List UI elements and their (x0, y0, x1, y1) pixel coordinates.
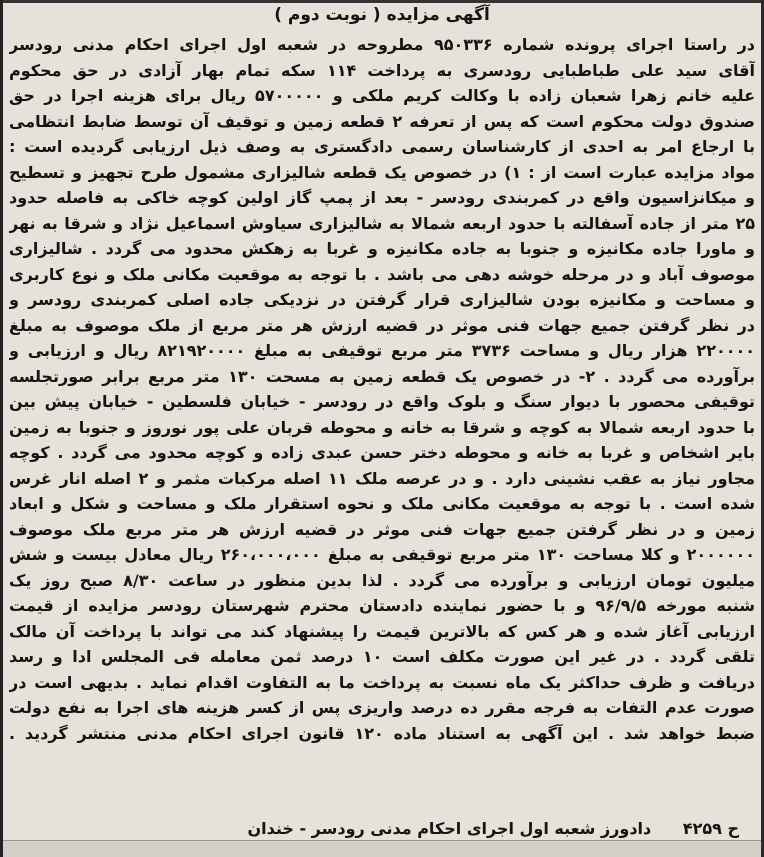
notice-line: با ارجاع امر به احدی از کارشناسان رسمی دادگستری به وصف ذیل ارزیابی گردیده است : (9, 137, 755, 156)
notice-line: مجاور نیاز به عقب نشینی دارد . و در عرصه ملک ۱۱ اصله مرکبات مثمر و ۲ اصله انار غرس (9, 468, 755, 488)
top-border-rule (3, 0, 761, 3)
notice-line: بایر اشخاص و غربا به خانه و محوطه دختر حسن عبدی زاده و کوچه محدود می گردد . کوچه (9, 443, 755, 462)
bottom-edge (3, 840, 761, 857)
notice-line: و مساحت و مکانیزه بودن شالیزاری قرار گرفتن در نزدیکی جاده اصلی کمربندی رودسر و (9, 290, 755, 309)
notice-line: و میکانزاسیون واقع در کمربندی رودسر - بعد از پمپ گاز اولین کوچه خاکی به فاصله حدود (9, 188, 755, 207)
notice-line: دریافت و ظرف حداکثر یک ماه نسبت به پرداخت ما به التفاوت اقدام نماید . بدیهی است در (9, 672, 755, 692)
notice-line: و ماورا جاده مکانیزه و جنوبا به جاده مکانیزه و غربا به زهکش محدود می گردد . شالیزاری (9, 239, 755, 258)
notice-line: علیه خانم زهرا شعبان زاده با وکالت کریم ملکی و ۵۷۰۰۰۰۰ ریال برای هزینه اجرا در حق (9, 86, 755, 105)
notice-line: ۲۰۰۰۰۰۰ و کلا مساحت ۱۳۰ متر مربع توقیفی به مبلغ ۲۶۰،۰۰۰،۰۰۰ ریال معادل بیست و شش (9, 545, 755, 564)
notice-line: در راستا اجرای پرونده شماره ۹۵۰۳۳۶ مطروحه در شعبه اول اجرای احکام مدنی رودسر (9, 35, 755, 54)
notice-line: میلیون تومان ارزیابی و برآورده می گردد . لذا بدین منظور در ساعت ۸/۳۰ صبح روز یک (9, 570, 755, 590)
notice-line: صندوق دولت محکوم است که پس از تعرفه ۲ قطعه زمین و توقیف آن توسط ضابط انتظامی (9, 111, 755, 131)
notice-line: در نظر گرفتن جمیع جهات فنی موثر در قضیه ارزش هر متر مربع از ملک موصوف به مبلغ (9, 315, 755, 335)
notice-line: ارزیابی آغاز شده و هر کس که بالاترین قیمت را پیشنهاد کند می تواند با پرداخت آن مالک (9, 621, 755, 641)
notice-code: ح ۴۲۵۹ (682, 819, 739, 838)
notice-line: زمین و در نظر گرفتن جمیع جهات فنی موثر در قضیه ارزش هر متر مربع ملک موصوف (9, 519, 755, 539)
signature-text: دادورز شعبه اول اجرای احکام مدنی رودسر - خندان (247, 819, 652, 838)
notice-line: موصوف آباد و در مرحله خوشه دهی می باشد . با توجه به موقعیت مکانی ملک و نوع کاربری (9, 264, 755, 284)
notice-line: آقای سید علی طباطبایی رودسری به پرداخت ۱۱۴ سکه تمام بهار آزادی در حق محکوم (9, 60, 755, 80)
notice-line: برآورده می گردد . ۲- در خصوص یک قطعه زمین به مسحت ۱۳۰ متر مربع برابر صورتجلسه (9, 366, 755, 386)
notice-line: شده است . با توجه به موقعیت مکانی ملک و نحوه استقرار ملک و مساحت و شکل و ابعاد (9, 494, 755, 513)
notice-line: توقیفی محصور با دیوار سنگ و بلوک واقع در رودسر - خیابان فلسطین - خیابان پیش بین (9, 392, 755, 411)
notice-line: ۲۲۰۰۰۰ هزار ریال و مساحت ۳۷۳۶ متر مربع توقیفی به مبلغ ۸۲۱۹۲۰۰۰۰ ریال و ارزیابی و (9, 341, 755, 360)
signature-line (3, 818, 739, 840)
notice-body (9, 32, 755, 746)
notice-line: تلقی گردد . در غیر این صورت مکلف است ۱۰ درصد ثمن معامله فی المجلس ادا و رسد (9, 647, 755, 666)
notice-line: ضبط خواهد شد . این آگهی به استناد ماده ۱۲۰ قانون اجرای احکام مدنی منتشر گردید . (9, 723, 755, 743)
notice-line: صورت عدم التفات به فرجه مقرر ده درصد واریزی پس از کسر هزینه های اجرا به نفع دولت (9, 698, 755, 717)
notice-title: آگهی مزایده ( نوبت دوم ) (274, 5, 490, 25)
notice-line: مواد مزایده عبارت است از : ۱) در خصوص یک قطعه شالیزاری مشمول طرح تجهیز و تسطیح (9, 162, 755, 182)
notice-line: با حدود اربعه شمالا به کوچه و شرقا به خانه و محوطه قربان علی پور نوروز و جنوبا به زمین (9, 417, 755, 437)
notice-line: ۲۵ متر از جاده آسفالته با حدود اربعه شمالا به شالیزاری سیاوش اسماعیل نژاد و شرقا به نهر (9, 213, 755, 233)
notice-line: شنبه مورخه ۹۶/۹/۵ و با حضور نماینده دادستان محترم شهرستان رودسر مزایده از قیمت (9, 596, 755, 615)
